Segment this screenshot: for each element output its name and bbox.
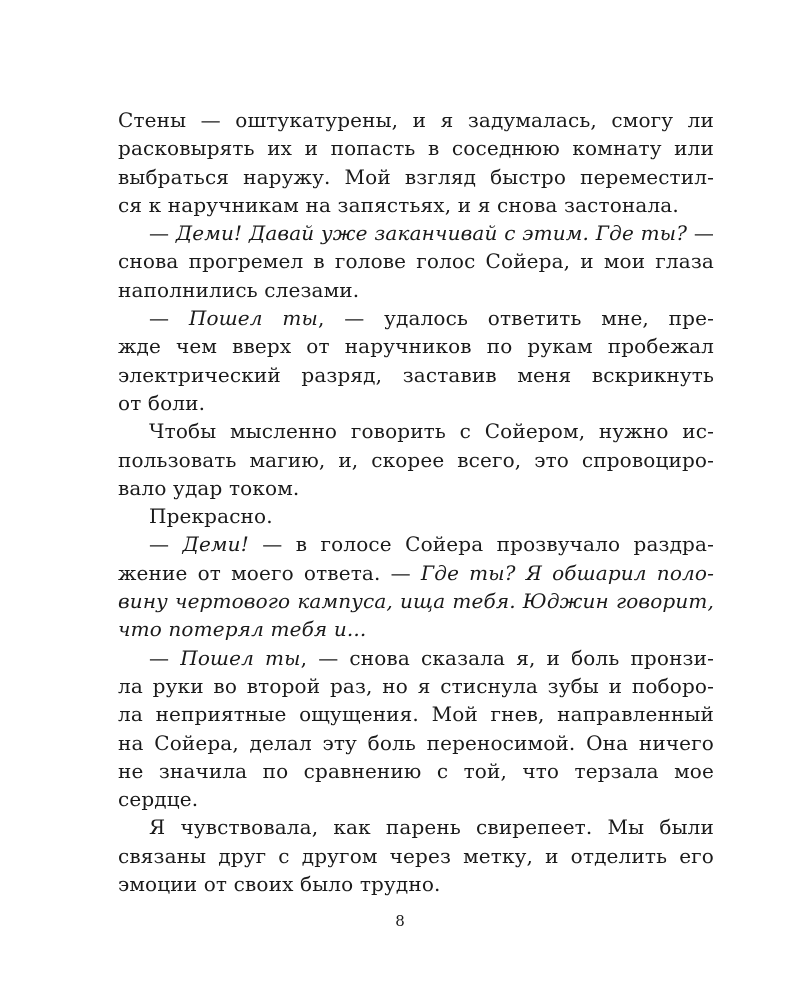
text-line: [118, 361, 714, 389]
text-segment: жде чем вверх от наручников по рукам пробежал: [118, 334, 714, 359]
text-segment: —: [149, 532, 183, 557]
page-number: 8: [395, 912, 405, 930]
text-segment: выбраться наружу. Мой взгляд быстро переместил-: [118, 164, 714, 189]
italic-text-segment: Где ты? Я обшарил поло-: [420, 560, 714, 585]
text-segment: вало удар током.: [118, 475, 300, 500]
text-segment: жение от моего ответа. —: [118, 560, 421, 585]
text-line: [118, 446, 714, 474]
italic-text-segment: Пошел ты: [180, 645, 301, 670]
text-line: [118, 304, 714, 332]
text-line: [118, 757, 714, 785]
text-line: [118, 332, 714, 360]
italic-text-segment: Деми!: [182, 532, 249, 557]
text-line: [118, 219, 714, 247]
text-segment: наполнились слезами.: [118, 277, 360, 302]
text-line: [118, 785, 714, 813]
text-segment: ла руки во второй раз, но я стиснула зубы и поборо-: [118, 673, 714, 698]
text-line: [118, 474, 714, 502]
italic-text-segment: Пошел ты: [188, 306, 318, 331]
text-line: [118, 417, 714, 445]
text-line: [118, 729, 714, 757]
text-line: [118, 700, 714, 728]
text-segment: электрический разряд, заставив меня вскрикнуть: [118, 362, 714, 387]
text-segment: —: [149, 645, 181, 670]
text-segment: пользовать магию, и, скорее всего, это спровоциро-: [118, 447, 714, 472]
italic-text-segment: что потерял тебя и...: [118, 617, 367, 642]
text-line: [118, 842, 714, 870]
text-line: [118, 106, 714, 134]
text-segment: Прекрасно.: [149, 504, 273, 529]
text-line: [118, 191, 714, 219]
text-segment: сердце.: [118, 787, 199, 812]
text-segment: Я чувствовала, как парень свирепеет. Мы были: [149, 815, 714, 840]
text-line: [118, 502, 714, 530]
text-segment: — в голосе Сойера прозвучало раздра-: [248, 532, 714, 557]
italic-text-segment: вину чертового кампуса, ища тебя. Юджин говорит,: [118, 589, 714, 614]
body-text: [118, 106, 714, 898]
text-segment: ся к наручникам на запястьях, и я снова застонала.: [118, 192, 679, 217]
text-segment: на Сойера, делал эту боль переносимой. Она ничего: [118, 730, 714, 755]
text-line: [118, 672, 714, 700]
text-line: [118, 530, 714, 558]
text-line: [118, 247, 714, 275]
text-segment: снова прогремел в голове голос Сойера, и мои глаза: [118, 249, 714, 274]
text-segment: от боли.: [118, 390, 206, 415]
text-segment: —: [149, 306, 189, 331]
text-line: [118, 870, 714, 898]
text-line: [118, 389, 714, 417]
text-line: [118, 276, 714, 304]
text-segment: Стены — оштукатурены, и я задумалась, смогу ли: [118, 108, 714, 132]
text-line: [118, 134, 714, 162]
text-segment: , — удалось ответить мне, пре-: [317, 306, 715, 331]
text-line: [118, 813, 714, 841]
text-segment: расковырять их и попасть в соседнюю комнату или: [118, 136, 714, 161]
text-segment: связаны друг с другом через метку, и отделить его: [118, 843, 714, 868]
italic-text-segment: Деми! Давай уже заканчивай с этим. Где ты?: [175, 221, 688, 246]
text-segment: Чтобы мысленно говорить с Сойером, нужно ис-: [149, 419, 714, 444]
text-segment: ла неприятные ощущения. Мой гнев, направленный: [118, 702, 714, 727]
text-segment: —: [149, 221, 176, 246]
text-segment: не значила по сравнению с той, что терзала мое: [118, 758, 714, 783]
text-line: [118, 644, 714, 672]
text-segment: эмоции от своих было трудно.: [118, 872, 441, 897]
text-line: [118, 163, 714, 191]
text-line: [118, 559, 714, 587]
text-line: [118, 587, 714, 615]
text-line: [118, 615, 714, 643]
text-segment: —: [687, 221, 714, 246]
text-segment: , — снова сказала я, и боль пронзи-: [300, 645, 714, 670]
